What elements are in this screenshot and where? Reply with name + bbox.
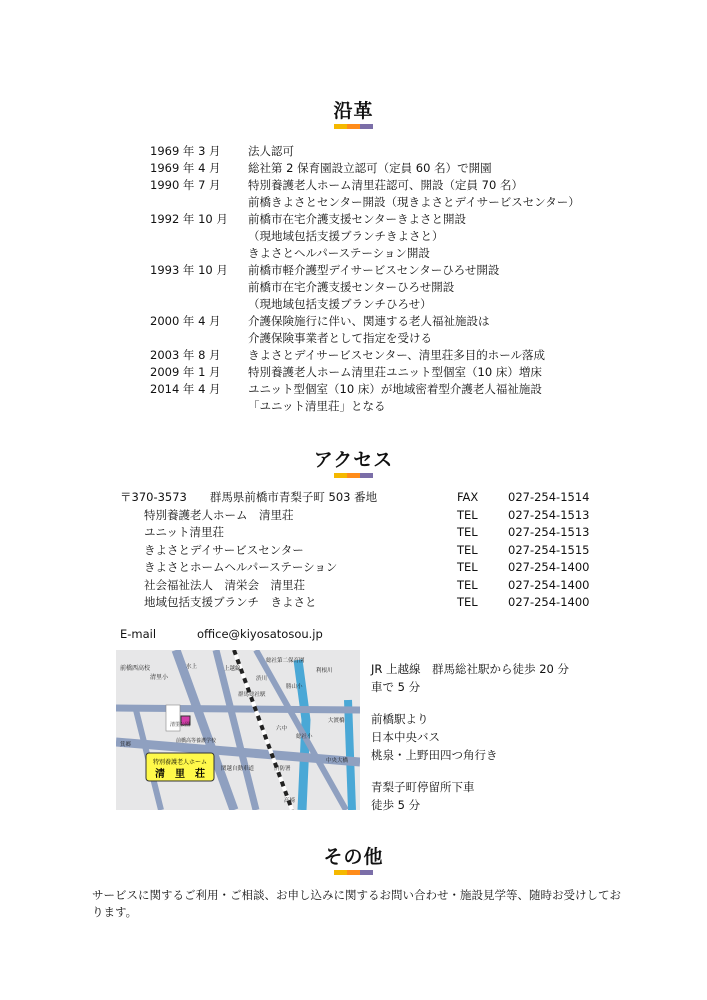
phone-number: 027-254-1400 <box>508 577 590 592</box>
history-row <box>150 347 580 364</box>
facility-name: ユニット清里荘 <box>144 525 225 539</box>
phone-number: 027-254-1513 <box>508 525 590 539</box>
map-badge-top: 特別養護老人ホーム <box>152 759 208 766</box>
contact-kind: TEL <box>457 577 478 592</box>
history-date <box>150 398 248 415</box>
facility-name: 特別養護老人ホーム 清里荘 <box>144 507 294 522</box>
facility-name: きよさとホームヘルパーステーション <box>144 560 338 574</box>
postal-address: 〒370-3573 群馬県前橋市青梨子町 503 番地 <box>120 490 378 504</box>
spacer <box>371 764 569 778</box>
history-row <box>150 177 580 194</box>
heading-color-bar <box>0 124 707 129</box>
history-event: 前橋市軽介護型デイサービスセンターひろせ開設 <box>248 263 500 277</box>
direction-line: 日本中央バス <box>371 730 440 744</box>
phone-number: 027-254-1515 <box>508 542 590 557</box>
facility-name: きよさとデイサービスセンター <box>144 542 304 557</box>
history-date: 1969 年 3 月 <box>150 144 221 158</box>
contact-kind: TEL <box>457 542 478 557</box>
other-heading <box>0 846 707 875</box>
direction-line: 前橋駅より <box>371 712 429 726</box>
email-label: E-mail <box>120 627 157 641</box>
map-label-tonegawa: 利根川 <box>316 668 333 674</box>
history-date <box>150 296 248 313</box>
heading-color-bar <box>0 473 707 478</box>
history-row <box>150 262 580 279</box>
history-date: 2003 年 8 月 <box>150 348 221 362</box>
phone-number: 027-254-1514 <box>508 490 590 504</box>
map-label-kiyosato-sho: 清里小 <box>150 674 169 681</box>
history-list <box>150 143 580 415</box>
heading-color-bar <box>0 870 707 875</box>
contact-kind: TEL <box>457 560 478 574</box>
contact-kind: FAX <box>457 490 479 504</box>
history-event: 特別養護老人ホーム清里荘認可、開設（定員 70 名） <box>248 178 523 192</box>
history-date: 2009 年 1 月 <box>150 365 221 379</box>
history-event: 介護保険事業者として指定を受ける <box>248 331 432 345</box>
spacer <box>371 696 569 710</box>
map-label-seiri-park: 清里公園 <box>170 722 191 728</box>
email-address[interactable]: office@kiyosatosou.jp <box>197 627 323 641</box>
direction-line: 車で 5 分 <box>371 680 421 694</box>
history-date: 1969 年 4 月 <box>150 161 221 175</box>
map-label-sousha-hoikuen: 総社第二保育園 <box>266 658 305 664</box>
history-row <box>150 381 580 398</box>
history-event: きよさとデイサービスセンター、清里荘多目的ホール落成 <box>248 348 546 362</box>
history-row <box>150 296 580 313</box>
map-label-kitai: 箕郷 <box>120 742 132 748</box>
history-event: 「ユニット清里荘」となる <box>248 399 386 413</box>
facility-name: 社会福祉法人 清栄会 清里荘 <box>144 577 305 592</box>
phone-number: 027-254-1513 <box>508 507 590 522</box>
history-date: 1992 年 10 月 <box>150 212 228 226</box>
history-title: 沿革 <box>333 100 374 122</box>
map-label-jr-line: 上越線 <box>224 666 241 672</box>
access-map <box>116 650 360 810</box>
map-label-senmon: 前橋高等養護学校 <box>176 738 217 744</box>
map-label-maebashi-nishi: 前橋西高校 <box>120 665 151 672</box>
history-row <box>150 143 580 160</box>
map-label-shibukawa: 渋川 <box>256 676 268 682</box>
other-description: サービスに関するご利用・ご相談、お申し込みに関するお問い合わせ・施設見学等、随時お受けしております。 <box>92 888 621 919</box>
history-date: 2014 年 4 月 <box>150 382 221 396</box>
access-heading <box>0 449 707 478</box>
history-date: 2000 年 4 月 <box>150 314 221 328</box>
history-date <box>150 245 248 262</box>
history-event: （現地域包括支援ブランチひろせ） <box>248 297 432 311</box>
map-label-soushashou: 総社小 <box>296 734 313 740</box>
history-row <box>150 228 580 245</box>
map-label-shogun: 消防署 <box>274 766 291 772</box>
history-row <box>150 330 580 347</box>
history-date <box>150 228 248 245</box>
history-date <box>150 330 248 347</box>
history-row <box>150 245 580 262</box>
phone-number: 027-254-1400 <box>508 595 590 609</box>
map-label-naka-ohashi: 中央大橋 <box>326 758 349 764</box>
direction-line: JR 上越線 群馬総社駅から徒歩 20 分 <box>371 662 569 676</box>
history-event: 前橋きよさとセンター開設（現きよさとデイサービスセンター） <box>248 195 580 209</box>
history-row <box>150 194 580 211</box>
history-event: きよさとヘルパーステーション開設 <box>248 246 430 260</box>
map-label-takasaki: 高崎 <box>284 798 296 804</box>
map-label-oowatari: 大渡橋 <box>328 718 345 724</box>
history-row <box>150 313 580 330</box>
history-heading <box>0 100 707 129</box>
contact-kind: TEL <box>457 507 478 522</box>
direction-line: 桃泉・上野田四つ角行き <box>371 748 498 762</box>
history-row <box>150 398 580 415</box>
map-label-gunma-station: 群馬総社駅 <box>238 692 266 698</box>
map-badge-name: 清 里 荘 <box>155 769 205 780</box>
history-event: 特別養護老人ホーム清里荘ユニット型個室（10 床）増床 <box>248 365 542 379</box>
direction-line: 徒歩 5 分 <box>371 798 421 812</box>
history-event: 前橋市在宅介護支援センターひろせ開設 <box>248 280 455 294</box>
history-date: 1993 年 10 月 <box>150 263 228 277</box>
map-label-kanetsu: 関越自動車道 <box>221 766 255 772</box>
history-event: 総社第 2 保育園設立認可（定員 60 名）で開園 <box>248 161 492 175</box>
map-label-mizukami: 水上 <box>186 664 198 670</box>
history-event: 前橋市在宅介護支援センターきよさと開設 <box>248 212 467 226</box>
history-event: 介護保険施行に伴い、関連する老人福祉施設は <box>248 314 490 328</box>
history-event: ユニット型個室（10 床）が地域密着型介護老人福祉施設 <box>248 382 542 396</box>
history-date <box>150 279 248 296</box>
history-row <box>150 279 580 296</box>
direction-line: 青梨子町停留所下車 <box>371 780 475 794</box>
history-event: （現地域包括支援ブランチきよさと） <box>248 229 444 243</box>
contact-kind: TEL <box>457 525 478 539</box>
map-label-yamakan: 六中 <box>276 726 288 732</box>
history-row <box>150 211 580 228</box>
history-date: 1990 年 7 月 <box>150 178 221 192</box>
history-row <box>150 364 580 381</box>
access-directions <box>371 660 569 814</box>
history-date <box>150 194 248 211</box>
facility-name: 地域包括支援ブランチ きよさと <box>144 595 317 609</box>
history-row <box>150 160 580 177</box>
access-title: アクセス <box>313 449 394 471</box>
phone-number: 027-254-1400 <box>508 560 590 574</box>
other-title: その他 <box>323 846 384 868</box>
map-label-katsuyama: 勝山小 <box>286 684 303 690</box>
history-event: 法人認可 <box>248 144 294 158</box>
contact-kind: TEL <box>457 595 478 609</box>
email-line <box>120 627 323 641</box>
